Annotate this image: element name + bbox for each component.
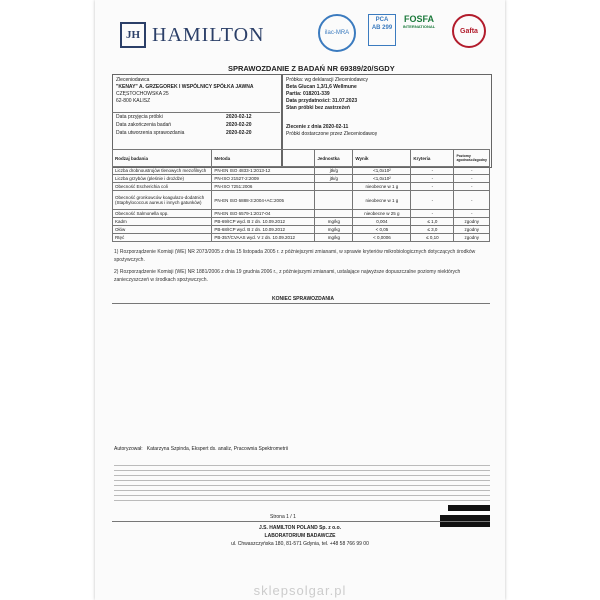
page-number: Strona 1 / 1 [270, 514, 296, 520]
table-cell: Obecność gronkowców koagulazo-dodatnich (Staphylococcus aureus i innych gatunków) [113, 191, 212, 210]
ilac-mra-badge: ilac-MRA [318, 14, 356, 52]
pca-code: AB 299 [371, 25, 393, 31]
table-cell: PN-EN ISO 6888-3:2004+AC:2005 [212, 191, 315, 210]
end-of-report: KONIEC SPRAWOZDANIA [272, 296, 334, 302]
table-cell: ≤ 3,0 [411, 226, 454, 234]
monogram-icon: JH [120, 22, 146, 48]
table-cell: Liczba grzybów (pleśnie i drożdże) [113, 175, 212, 183]
table-row [113, 167, 490, 175]
table-cell: Rtęć [113, 234, 212, 242]
client-label: Zleceniodawca [116, 77, 150, 83]
table-cell: PB-69/ICP wyd. B z dn. 10.09.2012 [212, 218, 315, 226]
brand-name: HAMILTON [152, 23, 265, 46]
footnote-2: 2) Rozporządzenie Komisji (WE) NR 1881/2006 z dnia 19 grudnia 2006 r., z późniejszymi zmianami, ustalające najwyższe dopuszczalne poziomy niektórych zanieczyszczeń w środkach spożywczych. [114, 269, 461, 283]
fosfa-label: FOSFA [403, 14, 434, 24]
divider [112, 521, 490, 522]
table-cell: 0,004 [353, 218, 411, 226]
redaction [448, 505, 490, 511]
table-cell: mg/kg [315, 218, 353, 226]
table-cell: ≤ 0,10 [411, 234, 454, 242]
pca-label: PCA [375, 17, 389, 23]
table-cell: nieobecne w 25 g [353, 210, 411, 218]
table-row [113, 226, 490, 234]
table-cell: Liczba drobnoustrojów tlenowych mezofilnych [113, 167, 212, 175]
table-header: Rodzaj badania Metoda Jednostka Wynik Kryteria Poziomy zgodności/zgodny [113, 150, 490, 167]
table-cell: ≤ 1,0 [411, 218, 454, 226]
table-cell: - [454, 210, 490, 218]
table-cell [315, 183, 353, 191]
table-row [113, 234, 490, 242]
footnote-1: 1) Rozporządzenie Komisji (WE) NR 2073/2005 z dnia 15 listopada 2005 r. z późniejszymi zmianami, w sprawie kryteriów mikrobiologicznych dotyczących środków spożywczych. [114, 249, 476, 263]
order-line: Zlecenie z dnia 2020-02-11 [286, 124, 349, 130]
sample-label: Próbka: wg deklaracji Zleceniodawcy [286, 77, 368, 83]
results-table [112, 149, 490, 242]
client-info [116, 77, 253, 105]
sample-state: Stan próbki bez zastrzeżeń [286, 105, 350, 111]
table-cell: nieobecne w 1 g [353, 183, 411, 191]
table-cell: - [411, 175, 454, 183]
table-cell: < 0,05 [353, 226, 411, 234]
table-cell: Obecność Escherichia coli [113, 183, 212, 191]
table-cell: Kadm [113, 218, 212, 226]
fosfa-sub: INTERNATIONAL [402, 24, 436, 29]
client-city: 62-800 KALISZ [116, 98, 151, 104]
table-cell: - [454, 167, 490, 175]
table-cell: nieobecne w 1 g [353, 191, 411, 210]
divider [112, 112, 280, 113]
order-note: Próbki dostarczone przez Zleceniodawcę [286, 131, 378, 137]
pca-badge [368, 14, 396, 46]
client-street: CZĘSTOCHOWSKA 25 [116, 91, 169, 97]
table-cell: zgodny [454, 234, 490, 242]
table-cell: < 0,0006 [353, 234, 411, 242]
table-row [113, 191, 490, 210]
table-cell: - [411, 191, 454, 210]
divider [112, 303, 490, 304]
table-cell: PN-EN ISO 4833-1:2013-12 [212, 167, 315, 175]
table-cell: <1,0x10² [353, 167, 411, 175]
date-row: Data utworzenia sprawozdania 2020-02-20 [116, 130, 252, 136]
table-cell: PN-ISO 7251:2006 [212, 183, 315, 191]
table-cell: mg/kg [315, 226, 353, 234]
table-row [113, 218, 490, 226]
table-cell: PN-ISO 21527-2:2009 [212, 175, 315, 183]
table-cell: Obecność Salmonella spp. [113, 210, 212, 218]
table-cell: PB-357/CVAAS wyd. V z dn. 10.09.2012 [212, 234, 315, 242]
signature-line: Autoryzował: Katarzyna Szpinda, Ekspert ds. analiz, Pracownia Spektrometrii [114, 446, 288, 452]
report-title: SPRAWOZDANIE Z BADAŃ NR 69389/20/SGDY [228, 64, 395, 73]
table-cell: jtk/g [315, 175, 353, 183]
table-row [113, 210, 490, 218]
table-cell: Ołów [113, 226, 212, 234]
fine-print-lines [114, 462, 490, 502]
sample-validity: Data przydatności: 31.07.2023 [286, 98, 358, 104]
table-cell: PN-EN ISO 6579-1:2017-04 [212, 210, 315, 218]
table-cell [315, 210, 353, 218]
table-cell [315, 191, 353, 210]
table-cell: - [454, 175, 490, 183]
table-cell: <1,0x10² [353, 175, 411, 183]
watermark: sklepsolgar.pl [253, 583, 347, 598]
footer-address: ul. Chwaszczyńska 180, 81-571 Gdynia, tel. +48 58 766 99 00 [231, 541, 369, 547]
table-cell: - [454, 191, 490, 210]
table-row [113, 183, 490, 191]
hamilton-logo [120, 22, 264, 48]
order-info [286, 124, 377, 138]
footer-company: J.S. HAMILTON POLAND Sp. z o.o. [258, 525, 342, 531]
table-row [113, 175, 490, 183]
sample-batch: Partia: 018201-339 [286, 91, 330, 97]
table-cell: jtk/g [315, 167, 353, 175]
table-cell: mg/kg [315, 234, 353, 242]
fosfa-badge [400, 14, 438, 44]
table-cell: PB-68/ICP wyd. B z dn. 10.09.2012 [212, 226, 315, 234]
table-cell: zgodny [454, 218, 490, 226]
dates-list [116, 114, 252, 138]
table-cell: - [454, 183, 490, 191]
legal-notes [114, 462, 490, 502]
table-cell: zgodny [454, 226, 490, 234]
date-row: Data zakończenia badań 2020-02-20 [116, 122, 252, 128]
table-cell: - [411, 210, 454, 218]
table-cell: - [411, 183, 454, 191]
client-name: "KENAY" A. GRZEGOREK I WSPÓLNICY SPÓŁKA JAWNA [116, 84, 254, 90]
date-row: Data przyjęcia próbki 2020-02-12 [116, 114, 252, 120]
sample-product: Beta Glucan 1,3/1,6 Wellmune [286, 84, 357, 90]
sample-info [286, 77, 368, 112]
footer-lab: LABORATORIUM BADAWCZE [264, 533, 336, 539]
gafta-badge: Gafta [452, 14, 486, 48]
table-cell: - [411, 167, 454, 175]
